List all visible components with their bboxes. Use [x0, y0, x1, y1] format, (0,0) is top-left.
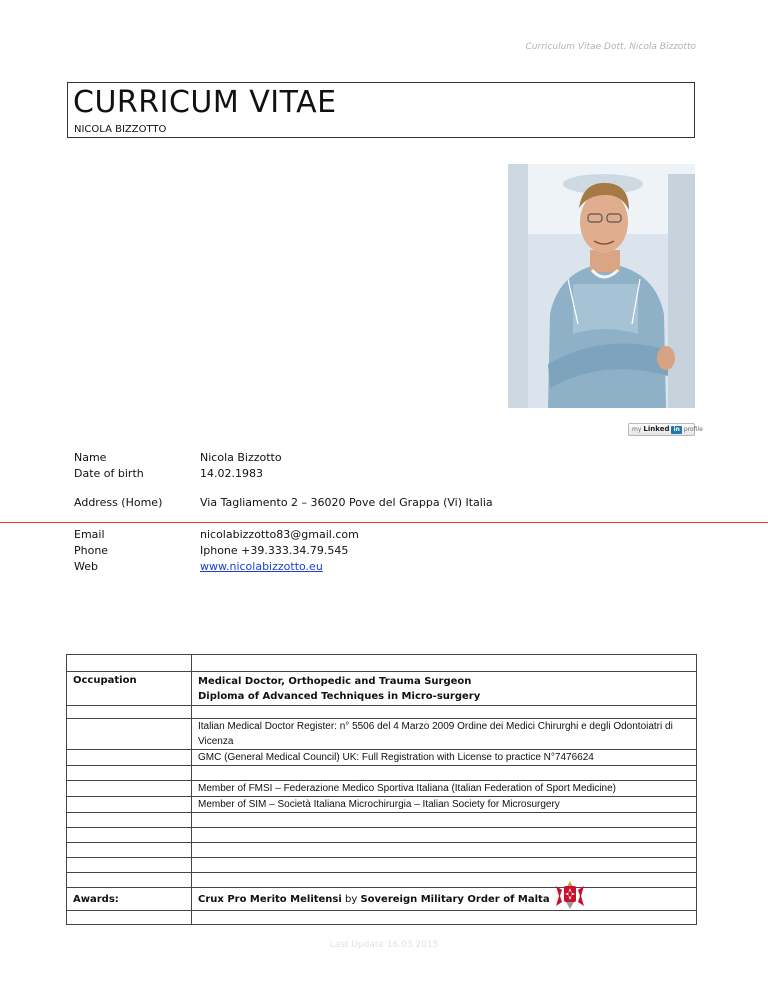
phone-value: Iphone +39.333.34.79.545 [200, 544, 349, 557]
award-by: by [345, 893, 358, 905]
website-link[interactable]: www.nicolabizzotto.eu [200, 560, 323, 573]
table-row [67, 672, 697, 706]
member-line-1: Member of FMSI – Federazione Medico Sportiva Italiana (Italian Federation of Sport Medicine) [192, 781, 697, 797]
award-line [198, 888, 690, 910]
linkedin-badge-prefix: my [632, 426, 642, 433]
linkedin-badge-suffix: profile [683, 426, 703, 433]
email-value: nicolabizzotto83@gmail.com [200, 528, 359, 541]
portrait-photo [508, 164, 695, 408]
web-label: Web [74, 560, 98, 573]
table-row [67, 828, 697, 843]
occupation-line-2: Diploma of Advanced Techniques in Micro-surgery [198, 691, 481, 702]
dob-value: 14.02.1983 [200, 467, 263, 480]
maltese-cross-icon [554, 880, 586, 910]
contact-values [200, 527, 359, 575]
document-subtitle: NICOLA BIZZOTTO [74, 124, 167, 135]
table-row [67, 813, 697, 828]
last-update-note: Last Update 16.03.2015 [329, 940, 439, 950]
table-row [67, 911, 697, 925]
address-label: Address (Home) [74, 496, 163, 509]
table-row [67, 797, 697, 813]
personal-values-1 [200, 450, 282, 482]
member-line-2: Member of SIM – Società Italiana Microchirurgia – Italian Society for Microsurgery [192, 797, 697, 813]
name-value: Nicola Bizzotto [200, 451, 282, 464]
register-line-1: Italian Medical Doctor Register: n° 5506 del 4 Marzo 2009 Ordine dei Medici Chirurghi e degli Odontoiatri di Vicenza [192, 719, 697, 750]
linkedin-profile-badge[interactable] [628, 423, 703, 436]
table-row [67, 766, 697, 781]
table-row [67, 655, 697, 672]
register-line-2: GMC (General Medical Council) UK: Full Registration with License to practice N°7476624 [192, 750, 697, 766]
contact-labels [74, 527, 108, 575]
page-header-note: Curriculum Vitae Dott. Nicola Bizzotto [525, 42, 696, 52]
award-name: Crux Pro Merito Melitensi [198, 893, 342, 905]
table-row [67, 706, 697, 719]
document-title: CURRICUM VITAE [73, 85, 337, 120]
occupation-line-1: Medical Doctor, Orthopedic and Trauma Surgeon [198, 676, 472, 687]
email-label: Email [74, 528, 105, 541]
table-row [67, 719, 697, 750]
occupation-table [66, 654, 697, 925]
table-row [67, 873, 697, 888]
red-divider [0, 522, 768, 523]
linkedin-in-icon: in [673, 425, 680, 433]
table-row [67, 843, 697, 858]
awards-cell [192, 888, 697, 911]
table-row [67, 750, 697, 766]
dob-label: Date of birth [74, 467, 144, 480]
name-label: Name [74, 451, 107, 464]
personal-labels-1 [74, 450, 144, 482]
linkedin-badge-brand: Linked [643, 425, 670, 433]
title-box [67, 82, 695, 138]
table-row [67, 781, 697, 797]
phone-label: Phone [74, 544, 109, 557]
occupation-cell [192, 672, 697, 706]
address-value: Via Tagliamento 2 – 36020 Pove del Grappa (Vi) Italia [200, 496, 493, 509]
awards-label: Awards: [67, 888, 192, 911]
table-row [67, 858, 697, 873]
occupation-label: Occupation [67, 672, 192, 706]
table-row [67, 888, 697, 911]
award-org: Sovereign Military Order of Malta [360, 893, 550, 905]
